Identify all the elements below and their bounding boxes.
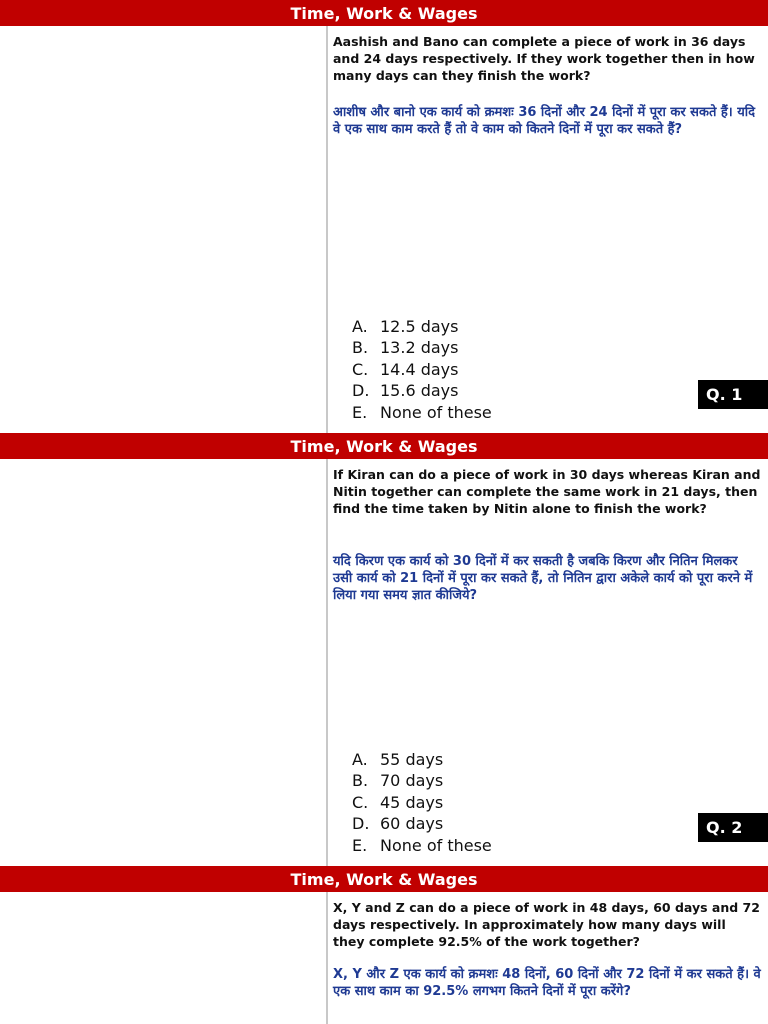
question-number-badge: Q. 2 (698, 813, 768, 842)
option-d[interactable] (352, 813, 492, 834)
option-letter: D. (352, 381, 370, 401)
question-number-badge: Q. 1 (698, 380, 768, 409)
column-divider (326, 459, 328, 866)
option-text: 45 days (380, 792, 444, 812)
option-letter: D. (352, 814, 370, 834)
question-text-english: Aashish and Bano can complete a piece of work in 36 days and 24 days respectively. If they work together then in how many days can they finish the work? (333, 34, 755, 83)
column-divider (326, 892, 328, 1024)
option-letter: B. (352, 771, 369, 791)
option-c[interactable] (352, 359, 492, 380)
option-text: 14.4 days (380, 359, 459, 379)
options-list (352, 749, 492, 856)
option-text: None of these (380, 402, 492, 422)
option-letter: C. (352, 359, 369, 379)
question-text-english: If Kiran can do a piece of work in 30 days whereas Kiran and Nitin together can complete the same work in 21 days, then find the time taken by Nitin alone to finish the work? (333, 467, 761, 516)
question-text-hindi: आशीष और बानो एक कार्य को क्रमशः 36 दिनों और 24 दिनों में पूरा कर सकते हैं। यदि वे एक साथ काम करते हैं तो वे काम को कितने दिनों में पूरा कर सकते हैं? (333, 105, 756, 137)
option-text: 15.6 days (380, 381, 459, 401)
option-text: 55 days (380, 750, 444, 769)
option-e[interactable] (352, 402, 492, 423)
option-d[interactable] (352, 380, 492, 401)
option-b[interactable] (352, 337, 492, 358)
option-text: 13.2 days (380, 338, 459, 358)
option-text: None of these (380, 835, 492, 855)
question-text-hindi: X, Y और Z एक कार्य को क्रमशः 48 दिनों, 60 दिनों और 72 दिनों में कर सकते हैं। वे एक साथ काम का 92.5% लगभग कितने दिनों में पूरा करेंगे? (333, 967, 761, 999)
option-letter: C. (352, 792, 369, 812)
question-text-hindi: यदि किरण एक कार्य को 30 दिनों में कर सकती है जबकि किरण और नितिन मिलकर उसी कार्य को 21 दिनों में पूरा कर सकते हैं, तो नितिन द्वारा अकेले कार्य को पूरा करने में लिया गया समय ज्ञात कीजिये? (333, 554, 753, 603)
option-letter: B. (352, 338, 369, 358)
options-list (352, 316, 492, 423)
option-letter: A. (352, 317, 368, 336)
option-letter: A. (352, 750, 368, 769)
option-letter: E. (352, 402, 368, 422)
section-header: Time, Work & Wages (0, 433, 768, 459)
option-a[interactable] (352, 316, 492, 337)
option-letter: E. (352, 835, 368, 855)
section-header: Time, Work & Wages (0, 866, 768, 892)
option-b[interactable] (352, 770, 492, 791)
column-divider (326, 26, 328, 433)
option-text: 70 days (380, 771, 444, 791)
option-a[interactable] (352, 749, 492, 770)
option-c[interactable] (352, 792, 492, 813)
section-header: Time, Work & Wages (0, 0, 768, 26)
option-e[interactable] (352, 835, 492, 856)
question-text-english: X, Y and Z can do a piece of work in 48 days, 60 days and 72 days respectively. In approximately how many days will they complete 92.5% of the work together? (333, 900, 760, 949)
option-text: 12.5 days (380, 317, 459, 336)
option-text: 60 days (380, 814, 444, 834)
